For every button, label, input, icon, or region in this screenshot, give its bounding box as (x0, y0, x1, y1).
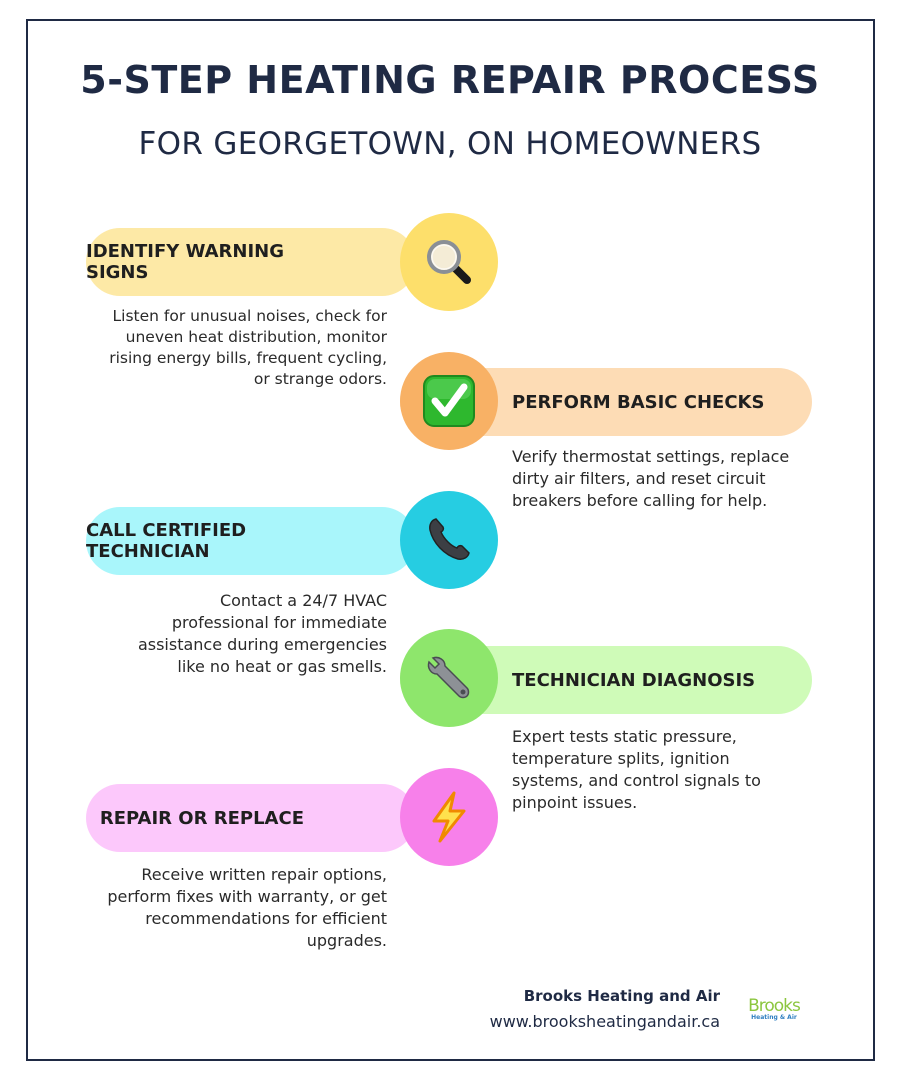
step-4-title: TECHNICIAN DIAGNOSIS (512, 669, 756, 691)
step-5-circle (400, 768, 498, 866)
step-3-title: CALL CERTIFIED TECHNICIAN (86, 520, 247, 562)
logo-subtext: Heating & Air (751, 1013, 797, 1021)
step-3-circle (400, 491, 498, 589)
step-2-circle (400, 352, 498, 450)
page-subtitle: FOR GEORGETOWN, ON HOMEOWNERS (138, 126, 762, 162)
logo-word: Brooks (748, 995, 800, 1016)
step-3-description: Contact a 24/7 HVAC professional for immediate assistance during emergencies like no heat or gas smells. (137, 591, 387, 676)
company-url[interactable]: www.brooksheatingandair.ca (489, 1012, 720, 1031)
step-1-title: IDENTIFY WARNING SIGNS (86, 241, 285, 283)
step-1-circle (400, 213, 498, 311)
step-5-description: Receive written repair options, perform fixes with warranty, or get recommendations for efficient upgrades. (107, 865, 387, 950)
step-4-circle (400, 629, 498, 727)
step-3-pill (86, 507, 416, 575)
company-name: Brooks Heating and Air (523, 987, 720, 1005)
step-2-title: PERFORM BASIC CHECKS (512, 391, 765, 413)
lightning-icon (426, 791, 472, 843)
step-1-pill (86, 228, 416, 296)
step-5-title: REPAIR OR REPLACE (99, 807, 304, 829)
telephone-icon (424, 515, 474, 565)
page-title: 5-STEP HEATING REPAIR PROCESS (80, 58, 820, 102)
step-1-description: Listen for unusual noises, check for uneven heat distribution, monitor rising energy bills, frequent cycling, or strange odors. (109, 307, 387, 388)
step-2-description: Verify thermostat settings, replace dirty air filters, and reset circuit breakers before calling for help. (512, 447, 790, 510)
magnifying-glass-icon (423, 236, 475, 288)
check-mark-icon (422, 374, 476, 428)
step-4-description: Expert tests static pressure, temperature splits, ignition systems, and control signals to pinpoint issues. (512, 727, 761, 812)
step-5-pill (86, 784, 416, 852)
company-logo (746, 996, 802, 1022)
wrench-icon (423, 652, 475, 704)
